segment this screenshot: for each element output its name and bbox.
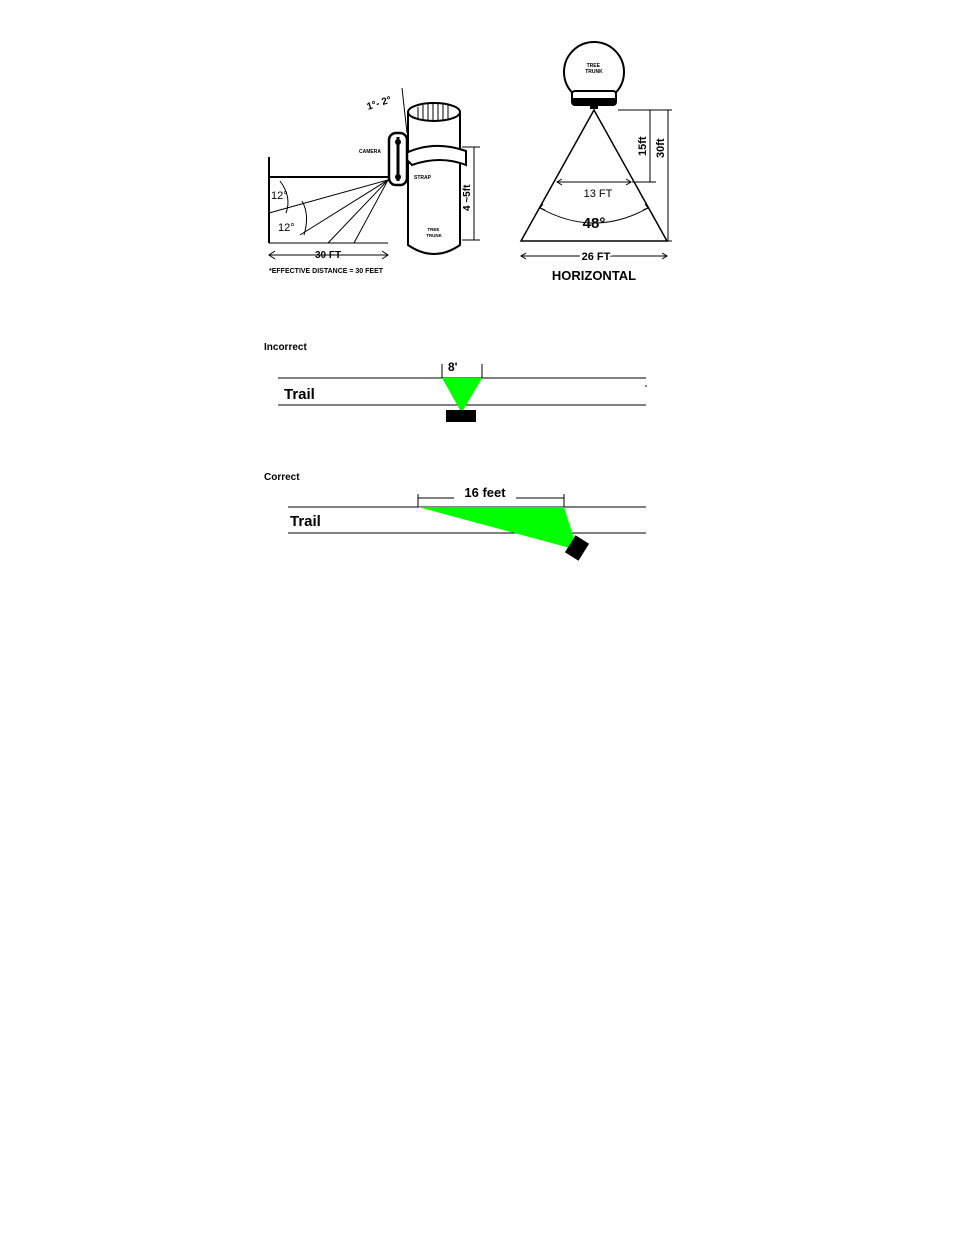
correct-width-label: 16 feet: [464, 485, 506, 500]
detection-zone-correct: [418, 507, 576, 548]
angle-label: 48°: [582, 215, 606, 232]
tilt-indicator: [402, 88, 407, 133]
trunk-label-top: TREE TRUNK: [585, 63, 603, 75]
incorrect-heading: Incorrect: [264, 342, 307, 353]
trunk-label-side: TREE TRUNK: [426, 227, 442, 238]
strap-label: STRAP: [414, 175, 431, 181]
top-view-diagram: [510, 38, 680, 288]
side-view-diagram: [262, 85, 492, 285]
depth-near-label: 15ft: [637, 136, 649, 156]
incorrect-diagram: [262, 338, 654, 428]
correct-trail-label: Trail: [290, 513, 321, 530]
camera-top: [572, 91, 616, 109]
depth-far-label: 30ft: [655, 138, 667, 158]
width-far-label: 26 FT: [581, 251, 611, 263]
width-near-label: 13 FT: [583, 188, 613, 200]
distance-label: 30 FT: [314, 250, 342, 261]
angle-upper-label: 12°: [271, 190, 288, 202]
effective-note: *EFFECTIVE DISTANCE = 30 FEET: [269, 268, 384, 275]
horizontal-caption: HORIZONTAL: [551, 268, 637, 283]
height-label: 4 ~5ft: [462, 184, 473, 211]
correct-heading: Correct: [264, 472, 300, 483]
camera-side: [389, 133, 407, 185]
incorrect-width-label: 8': [448, 360, 458, 374]
tilt-label: 1°- 2°: [365, 94, 393, 113]
angle-lower-label: 12°: [278, 222, 295, 234]
camera-label: CAMERA: [359, 149, 381, 155]
camera-incorrect: [446, 410, 476, 422]
correct-diagram: [262, 468, 654, 568]
incorrect-trail-label: Trail: [284, 386, 315, 403]
